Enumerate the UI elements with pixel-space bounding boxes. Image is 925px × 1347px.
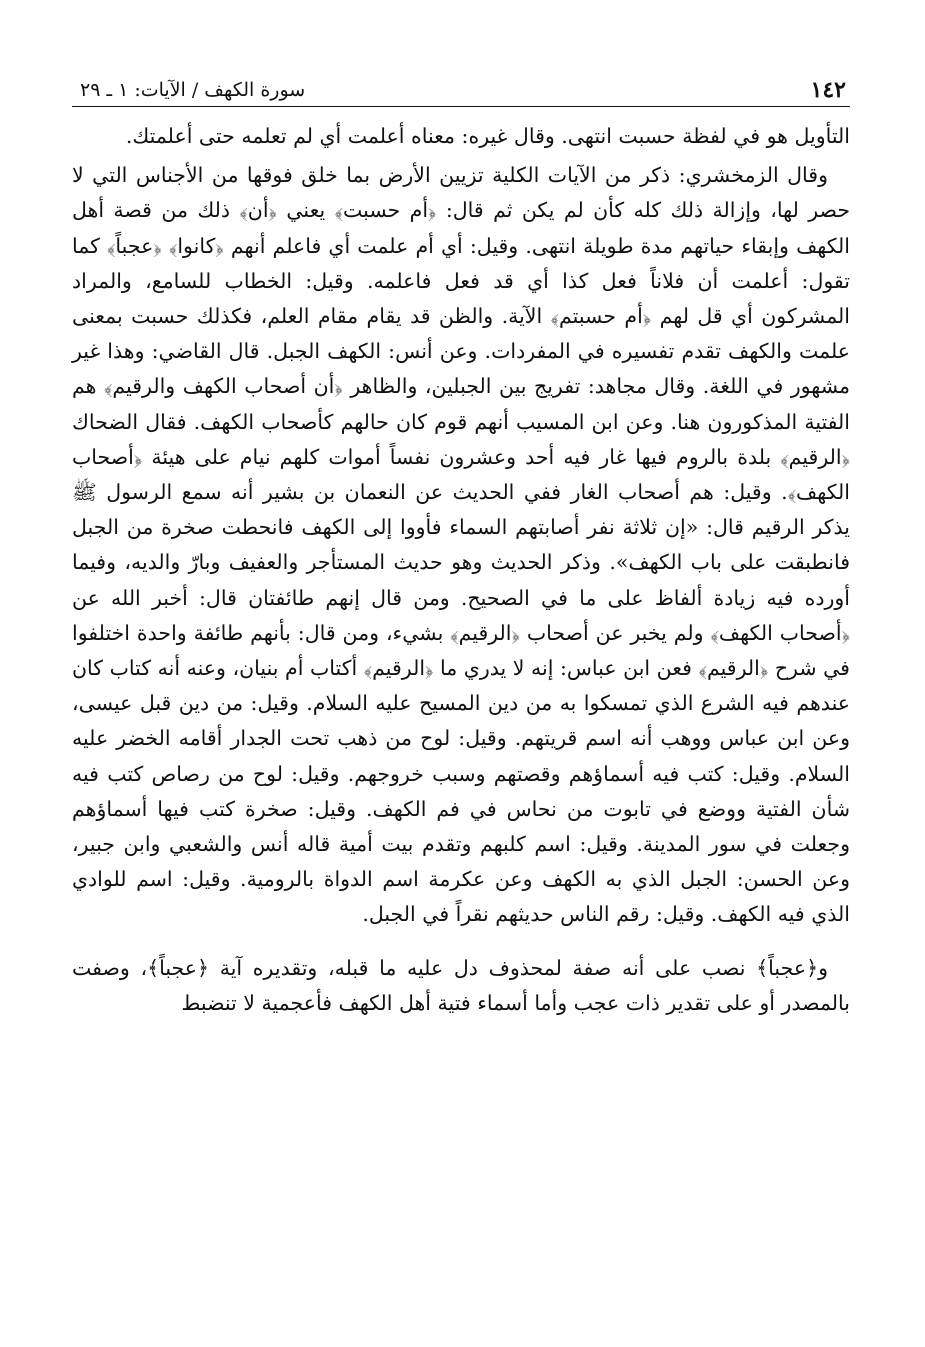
body-text [72,119,850,1021]
page-header [72,72,850,107]
paragraph-zamakhshari: وقال الزمخشري: ذكر من الآيات الكلية تزيين الأرض بما خلق فوقها من الأجناس التي لا حصر لها، وإزالة ذلك كله كأن لم يكن ثم قال: ﴿أم حسبت﴾ يعني ﴿أن﴾ ذلك من قصة أهل الكهف وإبقاء حياتهم مدة طويلة انتهى. وقيل: أي أم علمت أي فاعلم أنهم ﴿كانوا﴾ ﴿عجباً﴾ كما تقول: أعلمت أن فلاناً فعل كذا أي قد فعل فاعلمه. وقيل: الخطاب للسامع، والمراد المشركون أي قل لهم ﴿أم حسبتم﴾ الآية. والظن قد يقام مقام العلم، فكذلك حسبت بمعنى علمت والكهف تقدم تفسيره في المفردات. وعن أنس: الكهف الجبل. قال القاضي: وهذا غير مشهور في اللغة. وقال مجاهد: تفريج بين الجبلين، والظاهر ﴿أن أصحاب الكهف والرقيم﴾ هم الفتية المذكورون هنا. وعن ابن المسيب أنهم قوم كان حالهم كأصحاب الكهف. فقال الضحاك ﴿الرقيم﴾ بلدة بالروم فيها غار فيه أحد وعشرون نفساً أموات كلهم نيام على هيئة ﴿أصحاب الكهف﴾. وقيل: هم أصحاب الغار ففي الحديث عن النعمان بن بشير أنه سمع الرسول ﷺ يذكر الرقيم قال: «إن ثلاثة نفر أصابتهم السماء فأووا إلى الكهف فانحطت صخرة من الجبل فانطبقت على باب الكهف». وذكر الحديث وهو حديث المستأجر والعفيف وبارّ والديه، وفيما أورده فيه زيادة ألفاظ على ما في الصحيح. ومن قال إنهم طائفتان قال: أخبر الله عن ﴿أصحاب الكهف﴾ ولم يخبر عن أصحاب ﴿الرقيم﴾ بشيء، ومن قال: بأنهم طائفة واحدة اختلفوا في شرح ﴿الرقيم﴾ فعن ابن عباس: إنه لا يدري ما ﴿الرقيم﴾ أكتاب أم بنيان، وعنه أنه كتاب كان عندهم فيه الشرع الذي تمسكوا به من دين المسيح عليه السلام. وقيل: من دين قبل عيسى، وعن ابن عباس ووهب أنه اسم قريتهم. وقيل: لوح من ذهب تحت الجدار أقامه الخضر عليه السلام. وقيل: كتب فيه أسماؤهم وقصتهم وسبب خروجهم. وقيل: لوح من رصاص كتب فيه شأن الفتية ووضع في تابوت من نحاس في فم الكهف. وقيل: صخرة كتب فيها أسماؤهم وجعلت في سور المدينة. وقيل: اسم كلبهم وتقدم بيت أمية قاله أنس والشعبي وابن جبير، وعن الحسن: الجبل الذي به الكهف وعن عكرمة اسم الدواة بالرومية. وقيل: اسم للوادي الذي فيه الكهف. وقيل: رقم الناس حديثهم نقراً في الجبل. [72,163,850,927]
book-page [72,72,850,1272]
page-number: ١٤٢ [810,77,846,103]
paragraph-ajaba: و﴿عجباً﴾ نصب على أنه صفة لمحذوف دل عليه ما قبله، وتقديره آية ﴿عجباً﴾، وصفت بالمصدر أو على تقدير ذات عجب وأما أسماء فتية أهل الكهف فأعجمية لا تنضبط [72,955,850,1015]
running-title: سورة الكهف / الآيات: ١ ـ ٢٩ [80,76,311,104]
paragraph-continuation: التأويل هو في لفظة حسبت انتهى. وقال غيره: معناه أعلمت أي لم تعلمه حتى أعلمتك. [125,124,850,148]
